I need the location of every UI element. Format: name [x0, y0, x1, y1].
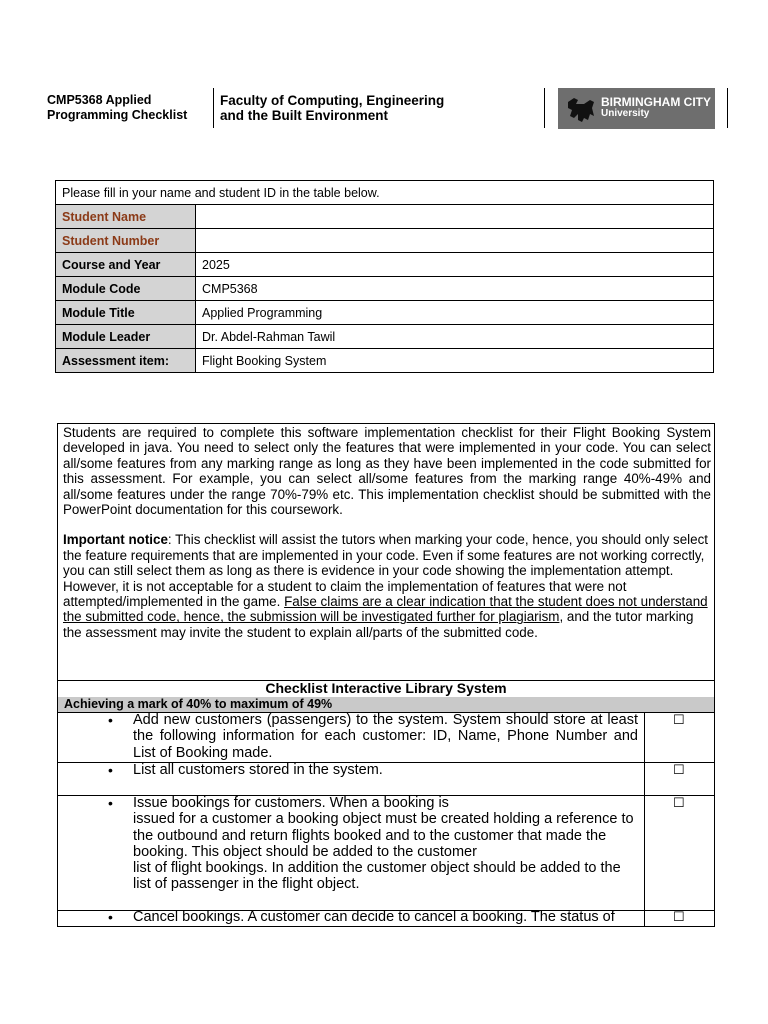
checklist-item-cancel-bookings: Cancel bookings. A customer can decide to cancel a booking. The status of [133, 909, 615, 925]
logo-line-1: BIRMINGHAM CITY [601, 95, 711, 109]
instructions [63, 425, 711, 640]
assessment-item-value: Flight Booking System [196, 349, 714, 373]
checklist-item-add-customers: Add new customers (passengers) to the system. System should store at least the following information for each customer: ID, Name, Phone Number and List of Booking made. [133, 712, 638, 761]
student-info-table [55, 180, 714, 373]
course-year-label: Course and Year [56, 253, 196, 277]
module-title-value: Applied Programming [196, 301, 714, 325]
item-line: Issue bookings for customers. When a booking is [133, 795, 449, 811]
bullet: • [108, 712, 113, 728]
module-code-label: Module Code [56, 277, 196, 301]
table-row [56, 349, 714, 373]
student-number-label: Student Number [56, 229, 196, 253]
faculty-heading [220, 93, 444, 123]
notice-text: : This checklist will assist the tutors when marking your code, hence, you should only select the feature requirements that are implemented in your code. Even if some features are not working correctly, you can still select them as long as there is evidence in your code showing the implementation attempt. However, it is not acceptable for a student to claim the implementation of features that were not attempted/implemented in the game. [63, 532, 709, 610]
bullet: • [108, 909, 113, 925]
notice-tail: , and the tutor marking the assessment may invite the student to explain all/parts of the submitted code. [63, 609, 694, 640]
important-notice [63, 532, 711, 640]
student-number-field[interactable] [196, 229, 714, 253]
table-row [56, 301, 714, 325]
checkbox-item-4[interactable]: ☐ [673, 909, 685, 924]
bullet: • [108, 795, 113, 811]
course-line-2: Programming Checklist [47, 108, 188, 122]
module-code-value: CMP5368 [196, 277, 714, 301]
assessment-item-label: Assessment item: [56, 349, 196, 373]
mark-band-heading: Achieving a mark of 40% to maximum of 49% [58, 697, 714, 712]
table-row [56, 181, 714, 205]
course-line-1: CMP5368 Applied [47, 93, 152, 107]
notice-underlined: False claims are a clear indication that the student does not understand the submitted code, hence, the submission will be investigated further for plagiarism [63, 594, 708, 625]
checklist-title: Checklist Interactive Library System [265, 680, 507, 696]
university-logo [558, 88, 715, 129]
item-line: list of flight bookings. In addition the customer object should be added to the list of passenger in the flight object. [133, 860, 621, 893]
checkbox-item-2[interactable]: ☐ [673, 762, 685, 777]
bullet: • [108, 762, 113, 778]
table-row [56, 229, 714, 253]
table-row [56, 277, 714, 301]
module-leader-value: Dr. Abdel-Rahman Tawil [196, 325, 714, 349]
checkbox-item-1[interactable]: ☐ [673, 712, 685, 727]
faculty-line-1: Faculty of Computing, Engineering [220, 93, 445, 108]
logo-text [601, 96, 711, 120]
logo-line-2: University [601, 108, 650, 119]
course-year-value: 2025 [196, 253, 714, 277]
instructions-paragraph: Students are required to complete this software implementation checklist for their Flight Booking System developed in java. You need to select only the features that were implemented in your code. You can select all/some features from any marking range as long as they have been implemented in the code submitted for this assessment. For example, you can select all/some features from the marking range 40%-49% and all/some features under the range 70%-79% etc. This implementation checklist should be submitted with the PowerPoint documentation for this coursework. [63, 425, 711, 518]
course-heading [47, 93, 187, 123]
faculty-line-2: and the Built Environment [220, 108, 389, 123]
module-title-label: Module Title [56, 301, 196, 325]
table-row [56, 205, 714, 229]
lion-icon [564, 92, 598, 126]
header-divider [727, 88, 728, 128]
header-divider [544, 88, 545, 128]
table-row [56, 253, 714, 277]
checkbox-column-divider [644, 712, 645, 926]
table-row [56, 325, 714, 349]
item-line: issued for a customer a booking object must be created holding a reference to the outbound and return flights booked and to the customer that made the booking. This object should be added to the customer [133, 811, 634, 860]
checklist-item-issue-bookings [133, 795, 638, 893]
student-name-label: Student Name [56, 205, 196, 229]
checklist-item-list-customers: List all customers stored in the system. [133, 762, 383, 778]
notice-label: Important notice [63, 532, 168, 548]
student-name-field[interactable] [196, 205, 714, 229]
checkbox-item-3[interactable]: ☐ [673, 795, 685, 810]
table-intro: Please fill in your name and student ID in the table below. [56, 181, 714, 205]
header-divider [213, 88, 214, 128]
module-leader-label: Module Leader [56, 325, 196, 349]
